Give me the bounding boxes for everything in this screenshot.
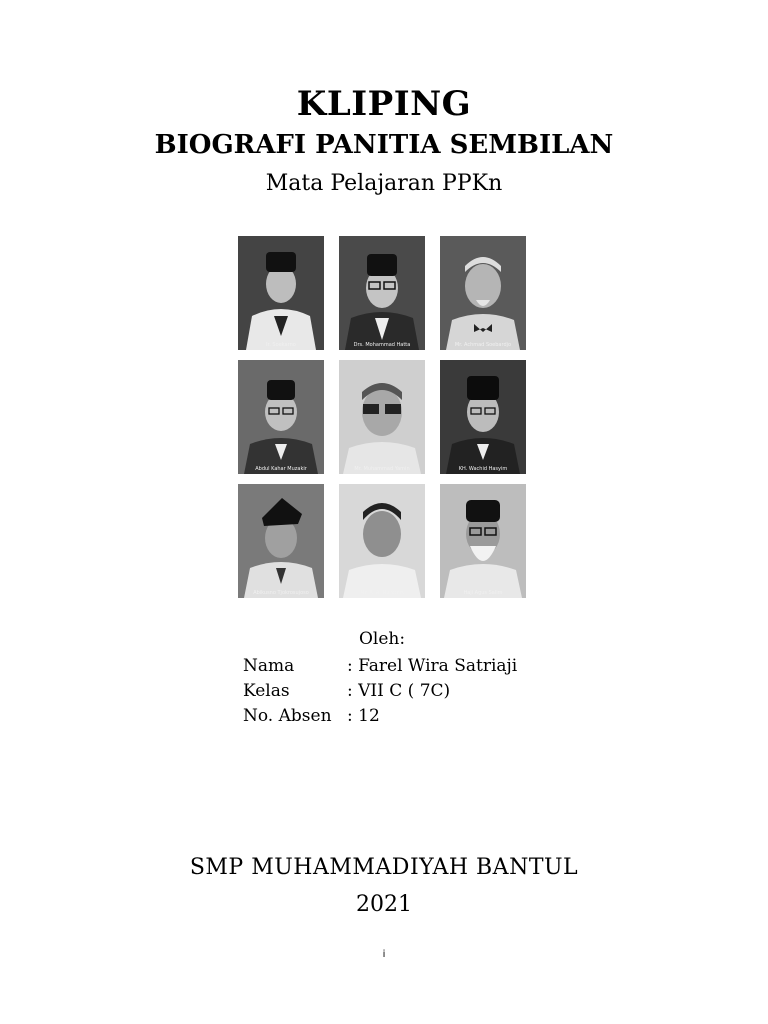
info-label: Kelas	[243, 681, 290, 701]
info-row-nama	[243, 654, 563, 679]
photo-caption: Mr. Muhammad Yamin	[354, 466, 410, 472]
school-name: SMP MUHAMMADIYAH BANTUL	[189, 855, 579, 880]
page-number: i	[382, 949, 386, 960]
portrait-photo	[440, 236, 526, 350]
info-value: : 12	[347, 706, 380, 726]
info-row-absen	[243, 704, 563, 729]
info-value: : Farel Wira Satriaji	[347, 656, 518, 676]
photo-caption: Ir. Soekarno	[266, 342, 296, 348]
document-title: KLIPING	[296, 84, 472, 124]
info-label: No. Absen	[243, 706, 332, 726]
info-label: Nama	[243, 656, 295, 676]
document-year: 2021	[356, 892, 412, 917]
info-row-kelas	[243, 679, 563, 704]
photo-caption: Abdul Kahar Muzakir	[255, 466, 307, 472]
photo-caption: Mr. A. A. Maramis	[360, 590, 404, 596]
portrait-photo	[339, 484, 425, 598]
photo-caption: Mr. Achmad Soebardjo	[454, 342, 512, 348]
portrait-photo	[238, 484, 324, 598]
portrait-photo	[440, 484, 526, 598]
author-info	[243, 654, 563, 729]
portrait-photo	[339, 236, 425, 350]
author-intro: Oleh:	[359, 629, 406, 649]
portrait-photo	[339, 360, 425, 474]
portrait-photo	[440, 360, 526, 474]
subject-label: Mata Pelajaran PPKn	[265, 171, 503, 196]
info-value: : VII C ( 7C)	[347, 681, 451, 701]
portrait-photo	[238, 236, 324, 350]
photo-grid	[238, 236, 526, 598]
photo-caption: KH. Wachid Hasyim	[458, 466, 508, 472]
portrait-photo	[238, 360, 324, 474]
photo-caption: Abikusno Tjokrosujoso	[253, 590, 309, 596]
photo-caption: Haji Agus Salim	[463, 590, 503, 596]
photo-caption: Drs. Mohammad Hatta	[353, 342, 411, 348]
document-subtitle: BIOGRAFI PANITIA SEMBILAN	[154, 130, 614, 160]
